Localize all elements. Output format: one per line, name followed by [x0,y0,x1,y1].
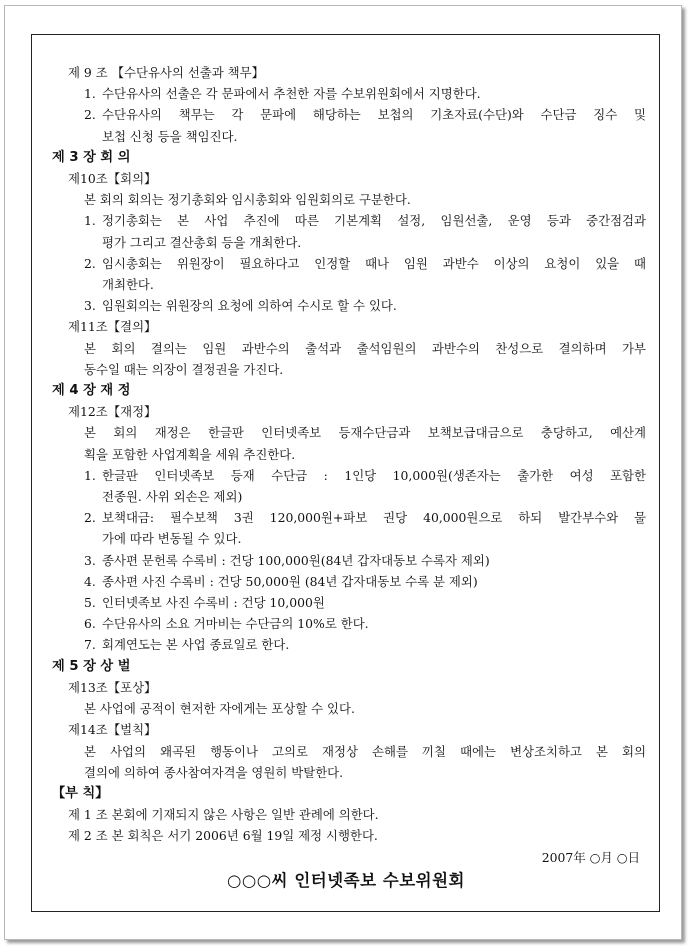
supplementary-heading: 【부 칙】 [52,785,109,801]
list-item [46,592,646,613]
item-number: 7. [84,637,96,653]
item-number: 1. [84,86,96,102]
item-continuation: 평가 그리고 결산총회 등을 개최한다. [102,234,302,250]
article-heading: 제10조【회의】 [68,171,157,187]
item-number: 1. [84,467,96,483]
paragraph-text: 본 사업의 왜곡된 행동이나 고의로 재정상 손해를 끼칠 때에는 변상조치하고 본 회의 [84,743,646,759]
paragraph-text: 결의에 의하여 종사참여자격을 영원히 박탈한다. [84,764,344,780]
list-item [46,550,646,571]
paragraph-text: 본 회의 결의는 임원 과반수의 출석과 출석임원의 과반수의 찬성으로 결의하며 가부 [84,340,646,356]
item-text: 인터넷족보 사진 수록비 : 건당 10,000원 [102,595,325,611]
item-text: 수단유사의 선출은 각 문파에서 추천한 자를 수보위원회에서 지명한다. [102,86,481,102]
item-text: 종사편 문헌록 수록비 : 건당 100,000원(84년 갑자대동보 수록자 제외) [102,552,490,568]
document-body [46,62,646,891]
list-item [46,104,646,125]
item-number: 2. [84,107,96,123]
paragraph-text: 본 회의 회의는 정기총회와 임시총회와 임원회의로 구분한다. [84,192,411,208]
list-item [46,613,646,634]
paragraph-text: 본 사업에 공적이 현저한 자에게는 포상할 수 있다. [84,701,355,717]
article-heading: 제13조【포상】 [68,679,157,695]
article-heading: 제11조【결의】 [68,319,157,335]
item-number: 3. [84,552,96,568]
article-heading: 제12조【재정】 [68,404,157,420]
list-item [46,210,646,231]
article-heading: 제 9 조 【수단유사의 선출과 책무】 [68,65,264,80]
item-number: 4. [84,573,96,589]
item-text: 종사편 사진 수록비 : 건당 50,000원 (84년 갑자대동보 수록 분 제외) [102,573,478,589]
item-number: 2. [84,510,96,526]
chapter-heading: 제 4 장 재 정 [52,383,131,399]
item-text: 보책대금: 필수보책 3권 120,000원+파보 권당 40,000원으로 하되 발간부수와 물 [102,510,646,526]
list-item [46,507,646,528]
item-continuation: 가에 따라 변동될 수 있다. [102,531,242,547]
list-item [46,83,646,104]
list-item [46,571,646,592]
item-continuation: 전종원. 사위 외손은 제외) [102,489,243,505]
item-continuation: 개최한다. [102,277,154,293]
supplementary-article: 제 1 조 본회에 기재되지 않은 사항은 일반 관례에 의한다. [68,807,379,823]
list-item [46,465,646,486]
item-text: 임시총회는 위원장이 필요하다고 인정할 때나 임원 과반수 이상의 요청이 있을 때 [102,255,646,271]
item-text: 수단유사의 소요 거마비는 수단금의 10%로 한다. [102,616,369,632]
item-text: 회계연도는 본 사업 종료일로 한다. [102,637,290,653]
item-text: 임원회의는 위원장의 요청에 의하여 수시로 할 수 있다. [102,298,397,314]
article-heading: 제14조【벌칙】 [68,722,157,738]
item-text: 수단유사의 책무는 각 문파에 해당하는 보첩의 기초자료(수단)와 수단금 징수 및 [102,107,646,123]
list-item [46,295,646,316]
item-number: 5. [84,595,96,611]
item-number: 3. [84,298,96,314]
paragraph-text: 획을 포함한 사업계획을 세워 추진한다. [84,446,296,462]
paragraph-text: 본 회의 재정은 한글판 인터넷족보 등재수단금과 보책보급대금으로 충당하고, 예산계 [84,425,646,441]
list-item [46,253,646,274]
item-number: 6. [84,616,96,632]
item-text: 한글판 인터넷족보 등재 수단금 : 1인당 10,000원(생존자는 출가한 여성 포함한 [102,467,646,483]
item-continuation: 보첩 신청 등을 책임진다. [102,128,238,144]
item-number: 1. [84,213,96,229]
paragraph-text: 동수일 때는 의장이 결정권을 가진다. [84,361,284,377]
list-item [46,634,646,655]
document-date: 2007年 ○月 ○日 [541,849,640,865]
item-text: 정기총회는 본 사업 추진에 따른 기본계획 설정, 임원선출, 운영 등과 중간점검과 [102,213,646,229]
supplementary-article: 제 2 조 본 회칙은 서기 2006년 6월 19일 제정 시행한다. [68,828,378,844]
chapter-heading: 제 5 장 상 벌 [52,658,131,674]
chapter-heading: 제 3 장 회 의 [52,149,131,165]
item-number: 2. [84,255,96,271]
organization-name: ○○○씨 인터넷족보 수보위원회 [226,870,465,890]
